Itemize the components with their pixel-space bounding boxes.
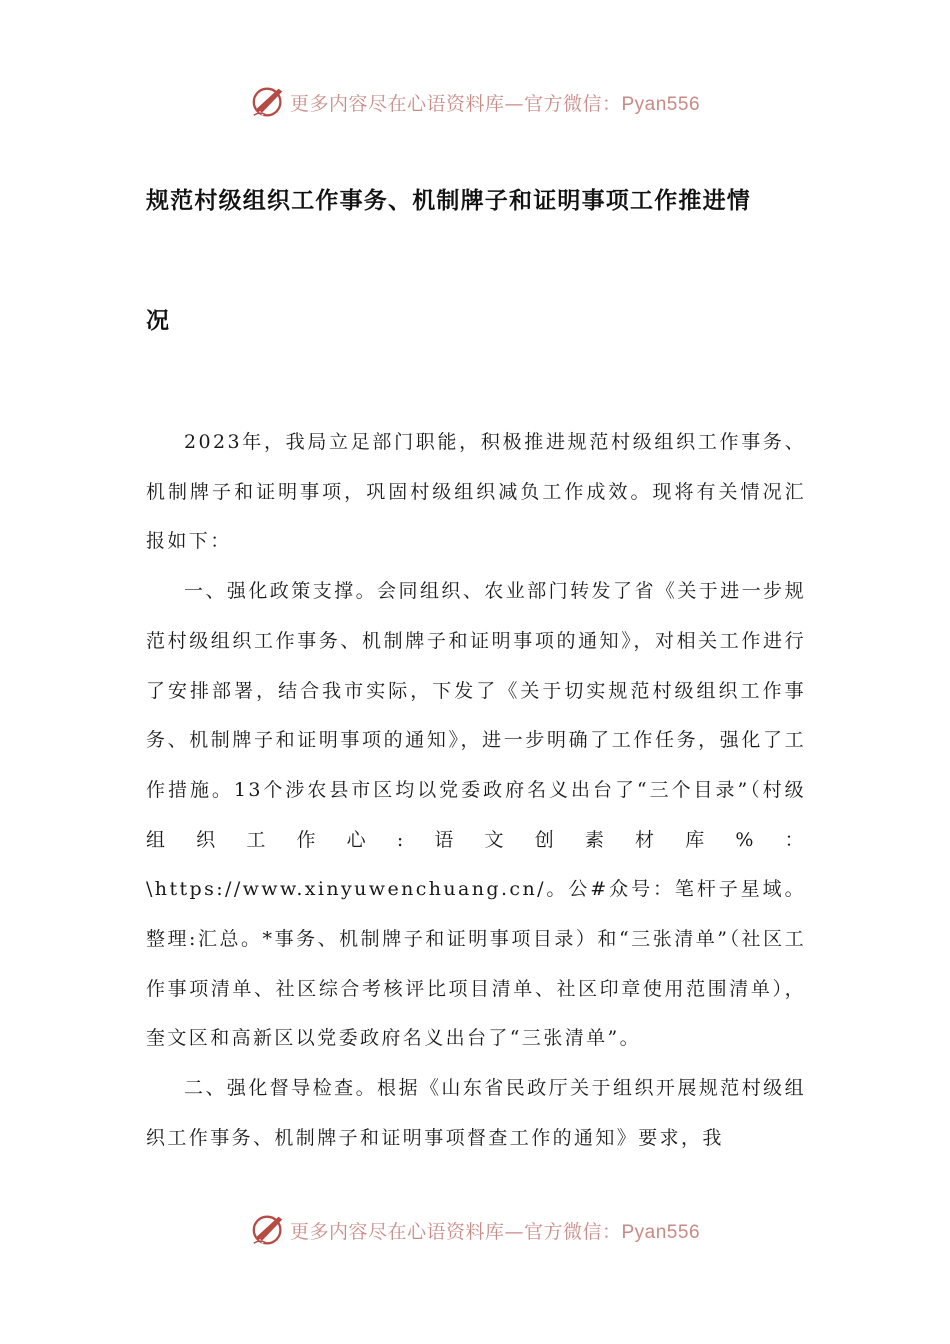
document-title-line-1: 规范村级组织工作事务、机制牌子和证明事项工作推进情 [146, 188, 751, 214]
watermark-text [290, 89, 700, 116]
watermark-separator: — [504, 1220, 524, 1243]
watermark-label: 官方微信： [523, 1220, 622, 1243]
header-watermark-banner [0, 80, 950, 124]
pen-circle-logo-icon [250, 83, 288, 121]
pen-circle-logo-icon [250, 1211, 288, 1249]
watermark-wechat-id: Pyan556 [621, 1221, 701, 1243]
watermark-wechat-id: Pyan556 [621, 93, 701, 115]
watermark-site-name: 更多内容尽在心语资料库 [289, 92, 505, 115]
paragraph-section-2: 二、强化督导检查。根据《山东省民政厅关于组织开展规范村级组织工作事务、机制牌子和证明事项督查工作的通知》要求，我 [146, 1077, 806, 1149]
footer-watermark-banner [0, 1208, 950, 1252]
watermark-separator: — [504, 92, 524, 115]
paragraph-intro: 2023年，我局立足部门职能，积极推进规范村级组织工作事务、机制牌子和证明事项，巩固村级组织减负工作成效。现将有关情况汇报如下： [146, 431, 806, 553]
watermark-text [290, 1217, 700, 1244]
watermark-site-name: 更多内容尽在心语资料库 [289, 1220, 505, 1243]
watermark-label: 官方微信： [523, 92, 622, 115]
document-body [146, 418, 806, 1164]
document-title-line-2: 况 [146, 308, 169, 334]
paragraph-section-1: 一、强化政策支撑。会同组织、农业部门转发了省《关于进一步规范村级组织工作事务、机制牌子和证明事项的通知》，对相关工作进行了安排部署，结合我市实际，下发了《关于切实规范村级组织工作事务、机制牌子和证明事项的通知》，进一步明确了工作任务，强化了工作措施。13个涉农县市区均以党委政府名义出台了“三个目录”（村级组织工作心:语文创素材库%：\https://www.xinyuwenchuang.cn/。公#众号：笔杆子星域。整理:汇总。*事务、机制牌子和证明事项目录）和“三张清单”（社区工作事项清单、社区综合考核评比项目清单、社区印章使用范围清单），奎文区和高新区以党委政府名义出台了“三张清单”。 [146, 580, 806, 1050]
